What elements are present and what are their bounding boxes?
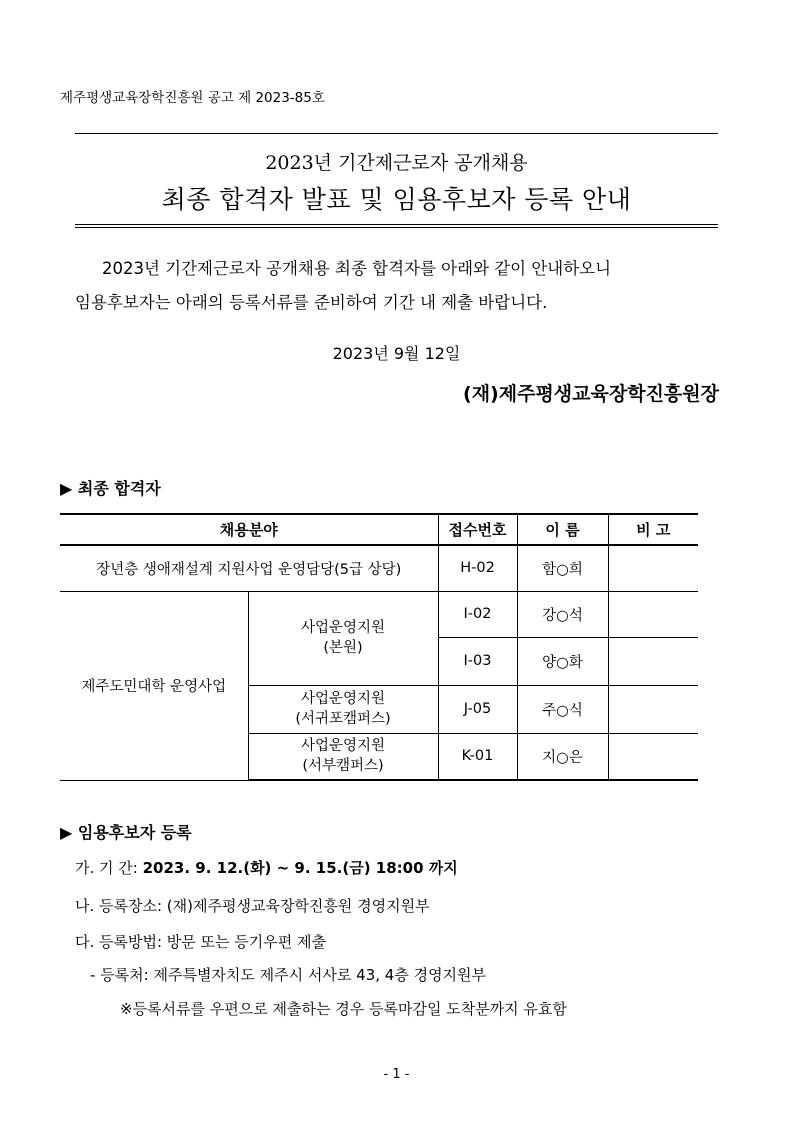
registration-address: - 등록처: 제주특별자치도 제주시 서사로 43, 4층 경영지원부: [90, 966, 487, 984]
header-number: 접수번호: [438, 514, 517, 545]
cell-note: [608, 685, 698, 733]
registration-place: 나. 등록장소: (재)제주평생교육장학진흥원 경영지원부: [75, 897, 430, 915]
table-row: [60, 591, 698, 637]
section-final-successful-candidates: ▶ 최종 합격자: [60, 479, 161, 498]
subfield-line2: (본원): [323, 640, 363, 656]
period-label: 가. 기 간:: [75, 859, 143, 877]
cell-note: [608, 545, 698, 591]
subfield-line1: 사업운영지원: [300, 691, 386, 707]
cell-number: I-02: [438, 591, 517, 637]
title-bottom-rule: [75, 224, 718, 225]
cell-name: 강○석: [517, 591, 608, 637]
title-top-rule: [75, 133, 718, 134]
cell-name: 함○희: [517, 545, 608, 591]
page-number: - 1 -: [383, 1067, 410, 1082]
cell-note: [608, 733, 698, 780]
notice-number: 제주평생교육장학진흥원 공고 제 2023-85호: [60, 90, 325, 106]
header-field: 채용분야: [60, 514, 438, 545]
title-bottom-rule-double: [75, 227, 718, 228]
cell-subfield: [248, 685, 438, 733]
subfield-line2: (서귀포캠퍼스): [295, 711, 391, 727]
cell-subfield: [248, 733, 438, 780]
header-name: 이 름: [517, 514, 608, 545]
table-header-row: [60, 514, 698, 545]
page-title-line1: 2023년 기간제근로자 공개채용: [265, 152, 528, 174]
registration-method: 다. 등록방법: 방문 또는 등기우편 제출: [75, 933, 327, 951]
section-candidate-registration: ▶ 임용후보자 등록: [60, 823, 192, 842]
subfield-line1: 사업운영지원: [300, 738, 386, 755]
cell-name: 지○은: [517, 733, 608, 780]
page-title-line2: 최종 합격자 발표 및 임용후보자 등록 안내: [161, 185, 632, 214]
header-note: 비 고: [608, 514, 698, 545]
cell-number: I-03: [438, 637, 517, 685]
subfield-line2: (서부캠퍼스): [302, 758, 384, 775]
paragraph-line-1: 2023년 기간제근로자 공개채용 최종 합격자를 아래와 같이 안내하오니: [102, 259, 612, 278]
cell-group: 제주도민대학 운영사업: [60, 591, 248, 780]
signer: (재)제주평생교육장학진흥원장: [463, 383, 719, 405]
cell-name: 양○화: [517, 637, 608, 685]
subfield-line1: 사업운영지원: [300, 620, 386, 636]
period-value: 2023. 9. 12.(화) ~ 9. 15.(금) 18:00 까지: [142, 859, 458, 877]
cell-field: 장년층 생애재설계 지원사업 운영담당(5급 상당): [60, 545, 438, 591]
cell-name: 주○식: [517, 685, 608, 733]
cell-number: J-05: [438, 685, 517, 733]
announcement-paragraph: [75, 252, 720, 320]
paragraph-line-2: 임용후보자는 아래의 등록서류를 준비하여 기간 내 제출 바랍니다.: [75, 293, 548, 312]
registration-period: [75, 857, 458, 878]
cell-note: [608, 637, 698, 685]
announcement-date: 2023년 9월 12일: [332, 344, 461, 363]
cell-subfield: [248, 591, 438, 685]
table-row: [60, 545, 698, 591]
cell-number: K-01: [438, 733, 517, 780]
cell-number: H-02: [438, 545, 517, 591]
results-table: [60, 513, 698, 781]
cell-note: [608, 591, 698, 637]
registration-note: ※등록서류를 우편으로 제출하는 경우 등록마감일 도착분까지 유효함: [120, 1000, 567, 1018]
